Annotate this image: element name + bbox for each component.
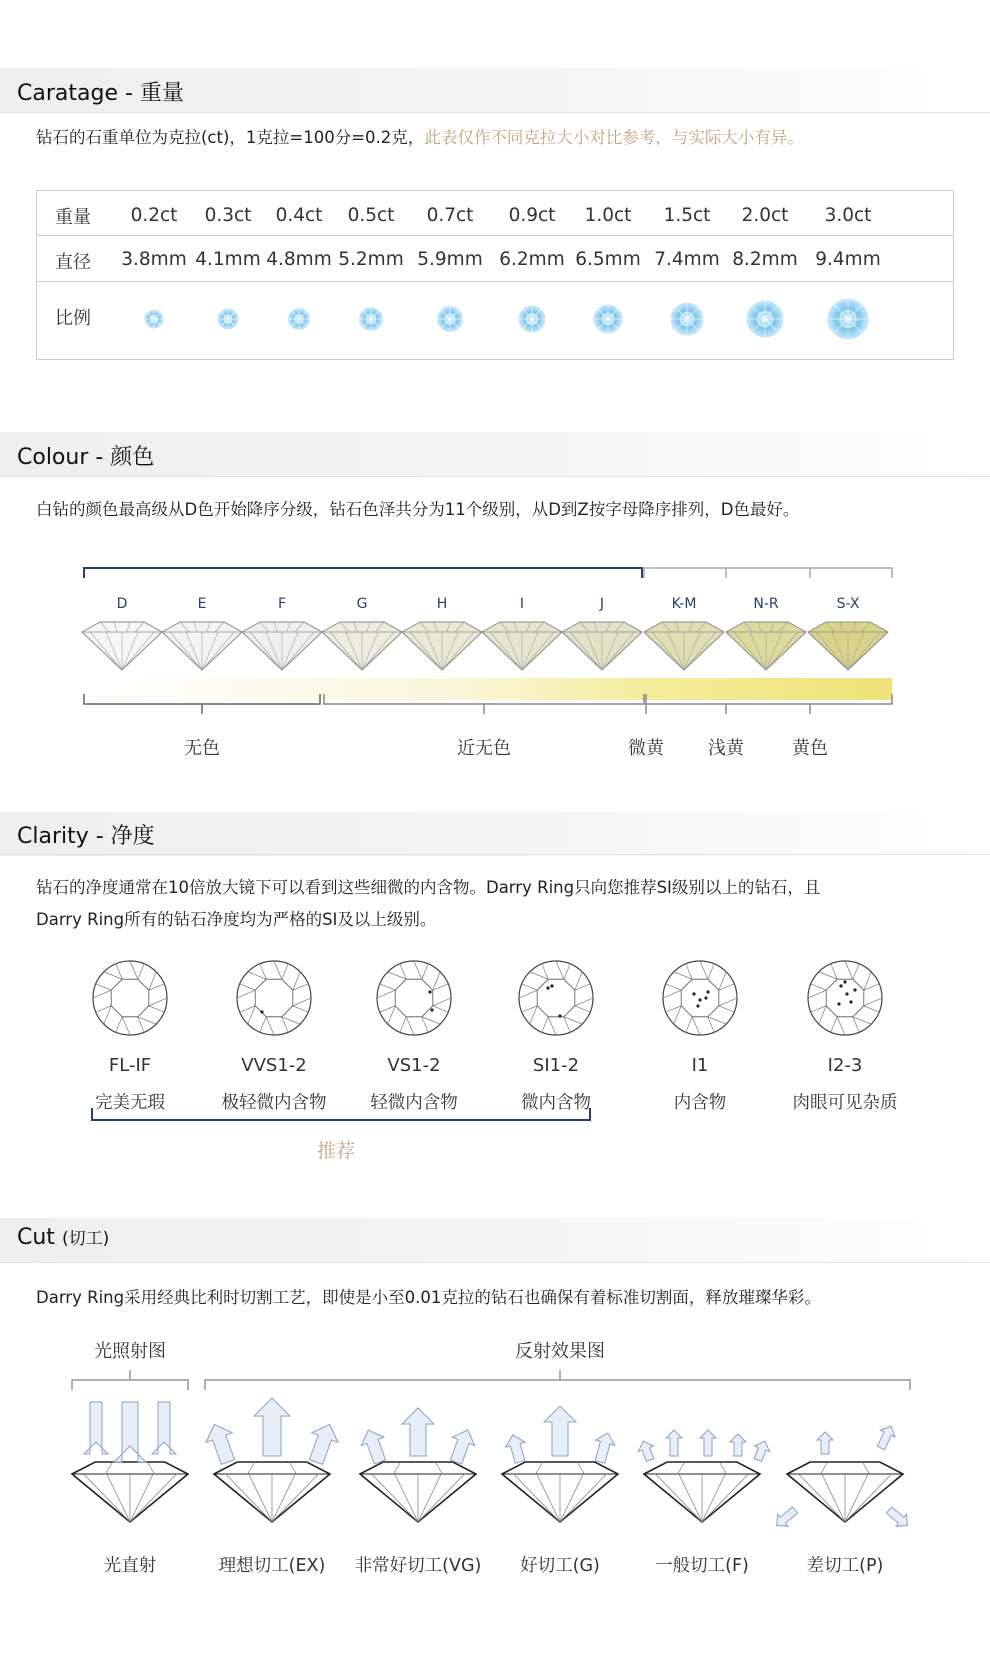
light-arrow-icon — [636, 1438, 658, 1462]
light-arrow-icon — [357, 1426, 391, 1466]
light-arrow-icon — [544, 1406, 576, 1456]
colour-grade-label: H — [436, 596, 448, 612]
clarity-title: Clarity - 净度 — [17, 824, 155, 849]
diameter-cell: 6.5mm — [575, 249, 641, 270]
cut-description: Darry Ring采用经典比利时切割工艺，即使是小至0.01克拉的钻石也确保有着标准切割面，释放璀璨华彩。 — [36, 1288, 821, 1307]
colour-group-label: 无色 — [184, 738, 220, 759]
cut-head-light: 光照射图 — [94, 1341, 166, 1362]
weight-cell: 0.3ct — [204, 205, 252, 226]
clarity-diamond-diagram — [663, 961, 737, 1035]
diameter-cell: 6.2mm — [499, 249, 565, 270]
caratage-divider — [0, 112, 990, 113]
colour-diamond-icon — [322, 622, 402, 670]
colour-divider — [0, 476, 990, 477]
clarity-grade-code: VVS1-2 — [241, 1055, 307, 1076]
light-arrow-icon — [666, 1430, 682, 1456]
cut-diamond-diagram — [771, 1423, 912, 1532]
clarity-grade-code: VS1-2 — [387, 1055, 441, 1076]
colour-scale-graphic — [0, 560, 990, 740]
colour-grade-label: F — [277, 596, 287, 612]
cut-diamond-diagram — [636, 1430, 773, 1522]
diameter-cell: 4.1mm — [195, 249, 261, 270]
diameter-cell: 9.4mm — [815, 249, 881, 270]
cut-diamond-diagram — [201, 1398, 343, 1522]
light-arrow-icon — [254, 1398, 290, 1456]
colour-diamond-icon — [482, 622, 562, 670]
colour-description: 白钻的颜色最高级从D色开始降序分级，钻石色泽共分为11个级别，从D到Z按字母降序排列，D色最好。 — [36, 500, 800, 519]
cut-grade-label: 差切工(P) — [806, 1556, 884, 1576]
scale-diamond-icon — [747, 301, 783, 337]
light-arrow-icon — [152, 1402, 176, 1454]
colour-group-label: 浅黄 — [708, 738, 744, 759]
clarity-diamond-diagrams — [0, 950, 990, 1050]
clarity-grade-desc: 微内含物 — [521, 1093, 591, 1113]
recommend-bracket — [0, 1100, 990, 1130]
caratage-description — [36, 124, 804, 148]
clarity-grade-code: SI1-2 — [532, 1055, 580, 1076]
colour-grade-label: K-M — [671, 596, 697, 612]
light-arrow-icon — [817, 1432, 833, 1454]
scale-diamond-icon — [828, 299, 868, 339]
weight-cell: 0.2ct — [130, 205, 178, 226]
clarity-desc-line1: 钻石的净度通常在10倍放大镜下可以看到这些细微的内含物。Darry Ring只向您推荐SI级别以上的钻石，且 — [36, 878, 821, 897]
clarity-diamond-diagram — [808, 961, 882, 1035]
colour-diamond-icon — [402, 622, 482, 670]
cut-grade-label: 一般切工(F) — [655, 1556, 749, 1576]
light-arrow-icon — [201, 1420, 241, 1467]
colour-top-bracket-kx — [644, 568, 892, 578]
colour-diamond-icon — [162, 622, 242, 670]
diameter-cell: 5.2mm — [338, 249, 404, 270]
cut-diagrams — [0, 1360, 990, 1550]
cut-diamond-diagram — [72, 1402, 188, 1522]
light-arrow-icon — [114, 1402, 146, 1462]
clarity-grade-desc: 肉眼可见杂质 — [792, 1093, 898, 1113]
light-arrow-icon — [303, 1420, 343, 1467]
weight-cell: 0.7ct — [426, 205, 474, 226]
colour-grade-label: E — [197, 596, 207, 612]
colour-group-label: 黄色 — [792, 738, 828, 759]
scale-diamond-icon — [145, 310, 163, 328]
colour-grade-label: S-X — [836, 596, 860, 612]
cut-diamond-diagram — [357, 1408, 479, 1522]
clarity-grade-code: FL-IF — [108, 1055, 152, 1076]
light-arrow-icon — [503, 1432, 530, 1464]
cut-header-bar — [0, 1218, 990, 1262]
colour-grade-label: N-R — [753, 596, 779, 612]
clarity-diamond-diagram — [377, 961, 451, 1035]
cut-grade-label: 好切工(G) — [520, 1556, 600, 1576]
clarity-grade-desc: 极轻微内含物 — [221, 1093, 327, 1113]
colour-diamond-icon — [242, 622, 322, 670]
colour-group-label: 微黄 — [628, 738, 664, 759]
colour-grade-label: D — [116, 596, 128, 612]
clarity-desc-line2: Darry Ring所有的钻石净度均为严格的SI及以上级别。 — [36, 910, 437, 929]
colour-gradient-band — [84, 678, 892, 700]
weight-row-label: 重量 — [55, 207, 91, 228]
diameter-cell: 8.2mm — [732, 249, 798, 270]
weight-cell: 0.4ct — [275, 205, 323, 226]
light-arrow-icon — [445, 1426, 479, 1466]
scale-diamond-icon — [218, 309, 238, 329]
scale-diamond-icon — [289, 309, 310, 330]
scale-diamond-icon — [671, 303, 703, 335]
cut-head-reflect: 反射效果图 — [515, 1341, 605, 1362]
cut-diamond-diagram — [502, 1406, 618, 1522]
weight-cell: 1.0ct — [584, 205, 632, 226]
cut-title-cn: (切工) — [61, 1229, 110, 1249]
diameter-row-label: 直径 — [55, 252, 91, 273]
weight-cell: 0.5ct — [347, 205, 395, 226]
light-arrow-icon — [700, 1430, 716, 1456]
cut-grade-label: 非常好切工(VG) — [354, 1556, 482, 1576]
clarity-divider — [0, 854, 990, 855]
cut-divider — [0, 1262, 990, 1263]
diamond-scale-icons — [37, 191, 955, 361]
weight-cell: 0.9ct — [508, 205, 556, 226]
light-arrow-icon — [874, 1423, 899, 1452]
colour-diamond-icon — [82, 622, 162, 670]
light-arrow-icon — [884, 1504, 913, 1532]
scale-diamond-icon — [594, 305, 622, 333]
cut-grade-label: 光直射 — [103, 1556, 157, 1576]
clarity-grade-desc: 完美无瑕 — [95, 1093, 165, 1113]
caratage-title: Caratage - 重量 — [17, 81, 184, 106]
clarity-diamond-diagram — [237, 961, 311, 1035]
diameter-cell: 4.8mm — [266, 249, 332, 270]
light-arrow-icon — [771, 1504, 800, 1532]
scale-diamond-icon — [519, 306, 545, 332]
caratage-desc-note: 此表仅作不同克拉大小对比参考，与实际大小有异。 — [424, 128, 804, 147]
colour-title: Colour - 颜色 — [17, 445, 155, 470]
diameter-cell: 7.4mm — [654, 249, 720, 270]
light-arrow-icon — [730, 1434, 746, 1456]
light-arrow-icon — [590, 1430, 617, 1464]
light-arrow-icon — [84, 1402, 108, 1454]
clarity-grade-code: I1 — [691, 1055, 709, 1076]
colour-top-bracket-dj — [84, 568, 642, 578]
diameter-cell: 3.8mm — [121, 249, 187, 270]
colour-grade-label: G — [356, 596, 368, 612]
colour-diamond-icon — [726, 622, 806, 670]
clarity-diamond-diagram — [519, 961, 593, 1035]
weight-cell: 1.5ct — [663, 205, 711, 226]
cut-grade-label: 理想切工(EX) — [218, 1556, 326, 1576]
scale-row-label: 比例 — [55, 308, 91, 329]
caratage-desc-main: 钻石的石重单位为克拉(ct)，1克拉=100分=0.2克， — [36, 128, 425, 147]
scale-diamond-icon — [360, 308, 383, 331]
recommend-label: 推荐 — [316, 1140, 356, 1162]
colour-grade-label: J — [599, 596, 605, 612]
colour-diamond-icon — [562, 622, 642, 670]
weight-cell: 2.0ct — [741, 205, 789, 226]
clarity-diamond-diagram — [93, 961, 167, 1035]
diameter-cell: 5.9mm — [417, 249, 483, 270]
light-arrow-icon — [750, 1438, 772, 1462]
colour-grade-label: I — [519, 596, 525, 612]
light-arrow-icon — [402, 1408, 434, 1456]
weight-cell: 3.0ct — [824, 205, 872, 226]
cut-title-en: Cut — [17, 1225, 55, 1250]
cut-title — [17, 1224, 109, 1250]
colour-group-label: 近无色 — [457, 738, 511, 759]
clarity-grade-desc: 内含物 — [673, 1093, 727, 1113]
colour-diamond-icon — [644, 622, 724, 670]
clarity-grade-code: I2-3 — [827, 1055, 863, 1076]
clarity-grade-desc: 轻微内含物 — [370, 1093, 458, 1113]
colour-diamond-icon — [808, 622, 888, 670]
scale-diamond-icon — [438, 307, 463, 332]
carat-table — [36, 190, 954, 360]
